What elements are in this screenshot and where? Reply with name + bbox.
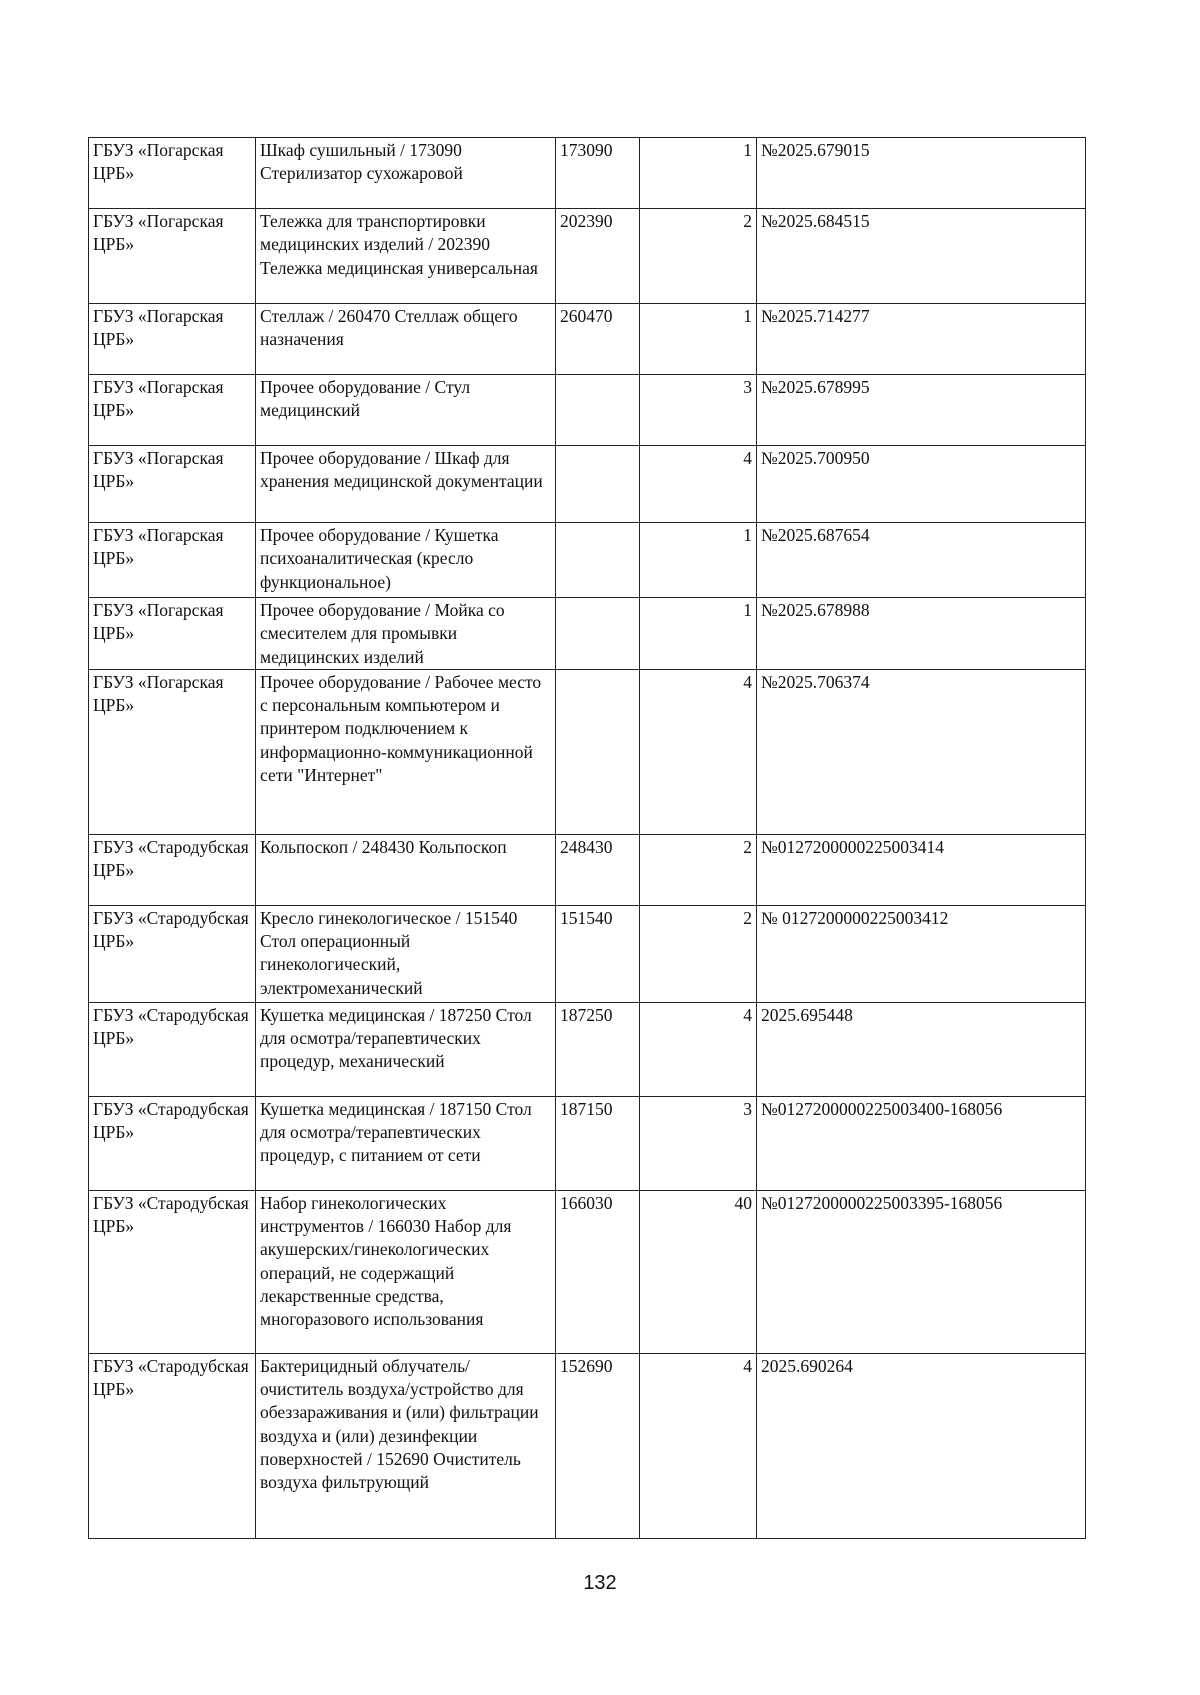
code-cell	[556, 523, 640, 598]
quantity-cell: 2	[640, 209, 757, 304]
equipment-name-cell: Прочее оборудование / Мойка со смесителем для промывки медицинских изделий	[256, 598, 556, 670]
organization-cell: ГБУЗ «Стародубская ЦРБ»	[89, 834, 256, 905]
quantity-cell: 2	[640, 834, 757, 905]
registry-number-cell: 2025.690264	[757, 1353, 1086, 1538]
organization-cell: ГБУЗ «Стародубская ЦРБ»	[89, 1002, 256, 1096]
equipment-name-cell: Прочее оборудование / Шкаф для хранения медицинской документации	[256, 446, 556, 523]
organization-cell: ГБУЗ «Погарская ЦРБ»	[89, 138, 256, 209]
registry-number-cell: №2025.706374	[757, 669, 1086, 834]
organization-cell: ГБУЗ «Погарская ЦРБ»	[89, 523, 256, 598]
code-cell	[556, 598, 640, 670]
table-row	[89, 834, 1086, 905]
code-cell	[556, 669, 640, 834]
registry-number-cell: №2025.678995	[757, 375, 1086, 446]
table-row	[89, 209, 1086, 304]
equipment-name-cell: Кушетка медицинская / 187150 Стол для осмотра/терапевтических процедур, с питанием от сети	[256, 1096, 556, 1190]
page-number: 132	[583, 1572, 617, 1594]
table-row	[89, 1002, 1086, 1096]
registry-number-cell: №2025.679015	[757, 138, 1086, 209]
equipment-name-cell: Кресло гинекологическое / 151540 Стол операционный гинекологический, электромеханический	[256, 905, 556, 1002]
quantity-cell: 2	[640, 905, 757, 1002]
table-row	[89, 598, 1086, 670]
registry-number-cell: №2025.714277	[757, 304, 1086, 375]
organization-cell: ГБУЗ «Стародубская ЦРБ»	[89, 1353, 256, 1538]
equipment-name-cell: Прочее оборудование / Стул медицинский	[256, 375, 556, 446]
table-row	[89, 1353, 1086, 1538]
equipment-name-cell: Кушетка медицинская / 187250 Стол для осмотра/терапевтических процедур, механический	[256, 1002, 556, 1096]
registry-number-cell: №2025.687654	[757, 523, 1086, 598]
code-cell: 187150	[556, 1096, 640, 1190]
equipment-name-cell: Прочее оборудование / Кушетка психоаналитическая (кресло функциональное)	[256, 523, 556, 598]
table-row	[89, 905, 1086, 1002]
code-cell: 152690	[556, 1353, 640, 1538]
quantity-cell: 40	[640, 1190, 757, 1353]
equipment-name-cell: Бактерицидный облучатель/очиститель воздуха/устройство для обеззараживания и (или) фильтрации воздуха и (или) дезинфекции поверхностей / 152690 Очиститель воздуха фильтрующий	[256, 1353, 556, 1538]
quantity-cell: 4	[640, 669, 757, 834]
organization-cell: ГБУЗ «Погарская ЦРБ»	[89, 375, 256, 446]
table-row	[89, 446, 1086, 523]
equipment-table	[88, 137, 1086, 1539]
quantity-cell: 4	[640, 1002, 757, 1096]
equipment-name-cell: Прочее оборудование / Рабочее место с персональным компьютером и принтером подключением к информационно-коммуникационной сети "Интернет"	[256, 669, 556, 834]
registry-number-cell: №0127200000225003400-168056	[757, 1096, 1086, 1190]
equipment-name-cell: Стеллаж / 260470 Стеллаж общего назначения	[256, 304, 556, 375]
organization-cell: ГБУЗ «Стародубская ЦРБ»	[89, 905, 256, 1002]
registry-number-cell: №2025.684515	[757, 209, 1086, 304]
code-cell: 166030	[556, 1190, 640, 1353]
registry-number-cell: 2025.695448	[757, 1002, 1086, 1096]
code-cell: 260470	[556, 304, 640, 375]
quantity-cell: 1	[640, 138, 757, 209]
organization-cell: ГБУЗ «Стародубская ЦРБ»	[89, 1190, 256, 1353]
registry-number-cell: №2025.700950	[757, 446, 1086, 523]
code-cell	[556, 446, 640, 523]
quantity-cell: 4	[640, 446, 757, 523]
table-row	[89, 1096, 1086, 1190]
quantity-cell: 1	[640, 304, 757, 375]
registry-number-cell: № 0127200000225003412	[757, 905, 1086, 1002]
organization-cell: ГБУЗ «Погарская ЦРБ»	[89, 598, 256, 670]
organization-cell: ГБУЗ «Погарская ЦРБ»	[89, 304, 256, 375]
registry-number-cell: №2025.678988	[757, 598, 1086, 670]
equipment-name-cell: Шкаф сушильный / 173090 Стерилизатор сухожаровой	[256, 138, 556, 209]
organization-cell: ГБУЗ «Погарская ЦРБ»	[89, 446, 256, 523]
table-body	[89, 138, 1086, 1539]
code-cell: 187250	[556, 1002, 640, 1096]
equipment-name-cell: Набор гинекологических инструментов / 166030 Набор для акушерских/гинекологических операций, не содержащий лекарственные средства, многоразового использования	[256, 1190, 556, 1353]
table-row	[89, 669, 1086, 834]
quantity-cell: 1	[640, 523, 757, 598]
table-row	[89, 304, 1086, 375]
registry-number-cell: №0127200000225003395-168056	[757, 1190, 1086, 1353]
table-row	[89, 523, 1086, 598]
quantity-cell: 1	[640, 598, 757, 670]
organization-cell: ГБУЗ «Погарская ЦРБ»	[89, 669, 256, 834]
registry-number-cell: №0127200000225003414	[757, 834, 1086, 905]
table-row	[89, 1190, 1086, 1353]
code-cell: 248430	[556, 834, 640, 905]
table-row	[89, 138, 1086, 209]
quantity-cell: 3	[640, 1096, 757, 1190]
quantity-cell: 3	[640, 375, 757, 446]
equipment-name-cell: Кольпоскоп / 248430 Кольпоскоп	[256, 834, 556, 905]
quantity-cell: 4	[640, 1353, 757, 1538]
table-row	[89, 375, 1086, 446]
equipment-name-cell: Тележка для транспортировки медицинских изделий / 202390 Тележка медицинская универсальная	[256, 209, 556, 304]
organization-cell: ГБУЗ «Стародубская ЦРБ»	[89, 1096, 256, 1190]
organization-cell: ГБУЗ «Погарская ЦРБ»	[89, 209, 256, 304]
code-cell	[556, 375, 640, 446]
code-cell: 173090	[556, 138, 640, 209]
code-cell: 202390	[556, 209, 640, 304]
code-cell: 151540	[556, 905, 640, 1002]
